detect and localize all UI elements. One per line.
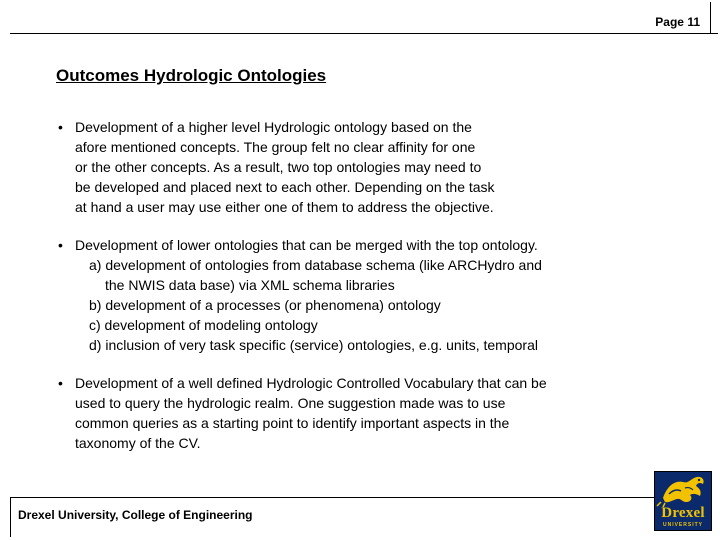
footer-text: Drexel University, College of Engineering xyxy=(18,508,253,522)
bullet-text-line: at hand a user may use either one of them to address the objective. xyxy=(75,199,494,215)
bullet-list xyxy=(58,117,638,471)
bullet-text-line: used to query the hydrologic realm. One suggestion made was to use xyxy=(75,395,506,411)
bullet-text-line: or the other concepts. As a result, two top ontologies may need to xyxy=(75,159,482,175)
bullet-item xyxy=(58,235,638,355)
sub-item: a) development of ontologies from database schema (like ARCHydro and xyxy=(89,257,542,273)
bullet-dot: • xyxy=(58,237,63,253)
bullet-text-line: afore mentioned concepts. The group felt no clear affinity for one xyxy=(75,139,476,155)
drexel-logo xyxy=(654,471,712,531)
bullet-text-line: be developed and placed next to each other. Depending on the task xyxy=(75,179,495,195)
logo-subtitle: UNIVERSITY xyxy=(662,522,703,528)
sub-item: d) inclusion of very task specific (service) ontologies, e.g. units, temporal xyxy=(89,337,538,353)
footer-vertical-rule xyxy=(10,497,11,537)
bullet-dot: • xyxy=(58,119,63,135)
dragon-icon xyxy=(655,472,711,508)
bullet-text-line: Development of a well defined Hydrologic Controlled Vocabulary that can be xyxy=(75,375,547,391)
slide-title: Outcomes Hydrologic Ontologies xyxy=(56,66,327,85)
bullet-text-line: Development of lower ontologies that can be merged with the top ontology. xyxy=(75,237,538,253)
bullet-dot: • xyxy=(58,375,63,391)
bullet-item xyxy=(58,117,638,217)
bullet-text-line: common queries as a starting point to identify important aspects in the xyxy=(75,415,510,431)
sub-item-continuation: the NWIS data base) via XML schema libraries xyxy=(105,277,395,293)
header-rule xyxy=(10,33,718,34)
page-number: Page 11 xyxy=(655,15,700,29)
logo-wordmark: Drexel xyxy=(661,505,705,521)
bullet-text-line: Development of a higher level Hydrologic ontology based on the xyxy=(75,119,472,135)
sub-item: c) development of modeling ontology xyxy=(89,317,318,333)
bullet-item xyxy=(58,373,638,453)
footer-rule xyxy=(10,497,654,498)
header-vertical-rule xyxy=(710,2,711,33)
sub-item: b) development of a processes (or phenomena) ontology xyxy=(89,297,441,313)
bullet-text-line: taxonomy of the CV. xyxy=(75,435,201,451)
